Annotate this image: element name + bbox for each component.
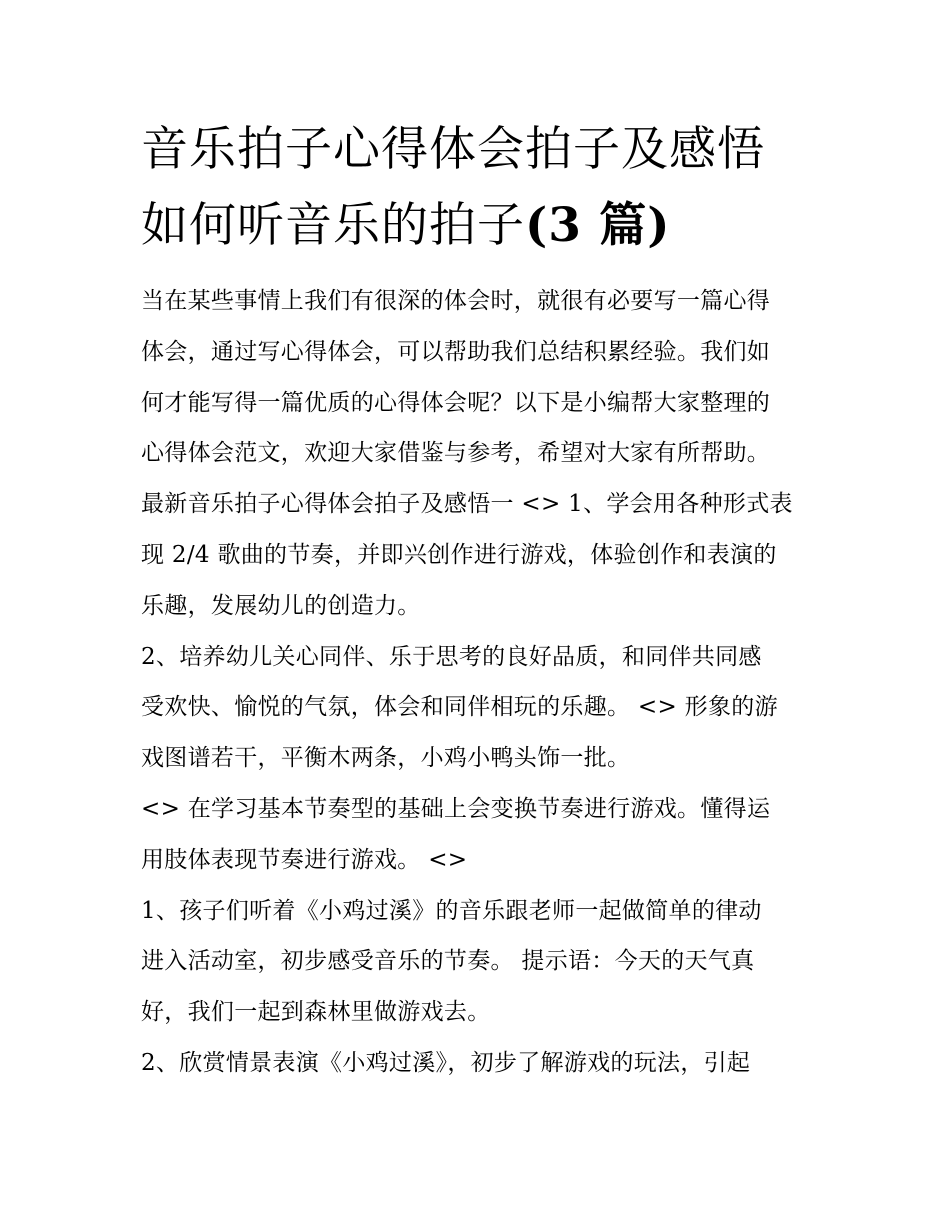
title-line-2 — [141, 188, 811, 264]
document-body — [141, 276, 811, 1089]
document-content — [141, 112, 811, 1089]
paragraph-line: <> 在学习基本节奏型的基础上会变换节奏进行游戏。懂得运 — [141, 795, 771, 822]
paragraph-line: 心得体会范文，欢迎大家借鉴与参考，希望对大家有所帮助。 — [141, 440, 771, 467]
paragraph-goal — [141, 784, 811, 886]
paragraph-line: 何才能写得一篇优质的心得体会呢？以下是小编帮大家整理的 — [141, 389, 771, 416]
paragraph-line: 现 2/4 歌曲的节奏，并即兴创作进行游戏，体验创作和表演的 — [141, 541, 777, 568]
paragraph-line: 1、孩子们听着《小鸡过溪》的音乐跟老师一起做简单的律动 — [141, 897, 762, 924]
paragraph-step-2 — [141, 1038, 811, 1089]
paragraph-line: 受欢快、愉悦的气氛，体会和同伴相玩的乐趣。 <> 形象的游 — [141, 694, 778, 721]
paragraph-line: 好，我们一起到森林里做游戏去。 — [141, 999, 491, 1026]
paragraph-line: 当在某些事情上我们有很深的体会时，就很有必要写一篇心得 — [141, 288, 771, 314]
paragraph-line: 2、培养幼儿关心同伴、乐于思考的良好品质，和同伴共同感 — [141, 643, 762, 670]
paragraph-intro — [141, 276, 811, 632]
paragraph-line: 最新音乐拍子心得体会拍子及感悟一 <> 1、学会用各种形式表 — [141, 491, 793, 518]
paragraph-line: 进入活动室，初步感受音乐的节奏。 提示语：今天的天气真 — [141, 948, 755, 975]
document-title — [141, 112, 811, 264]
paragraph-line: 戏图谱若干，平衡木两条，小鸡小鸭头饰一批。 — [141, 745, 631, 772]
title-line-2-text: 如何听音乐的拍子 — [141, 198, 525, 253]
paragraph-line: 用肢体表现节奏进行游戏。 <> — [141, 846, 468, 873]
paragraph-line: 2、欣赏情景表演《小鸡过溪》，初步了解游戏的玩法，引起 — [141, 1049, 751, 1076]
paragraph-step-1 — [141, 886, 811, 1038]
title-line-1: 音乐拍子心得体会拍子及感悟 — [141, 122, 765, 177]
title-count-suffix: (3 篇) — [525, 198, 671, 253]
paragraph-line: 体会，通过写心得体会，可以帮助我们总结积累经验。我们如 — [141, 338, 771, 365]
paragraph-item-2 — [141, 632, 811, 784]
paragraph-line: 乐趣，发展幼儿的创造力。 — [141, 592, 421, 619]
